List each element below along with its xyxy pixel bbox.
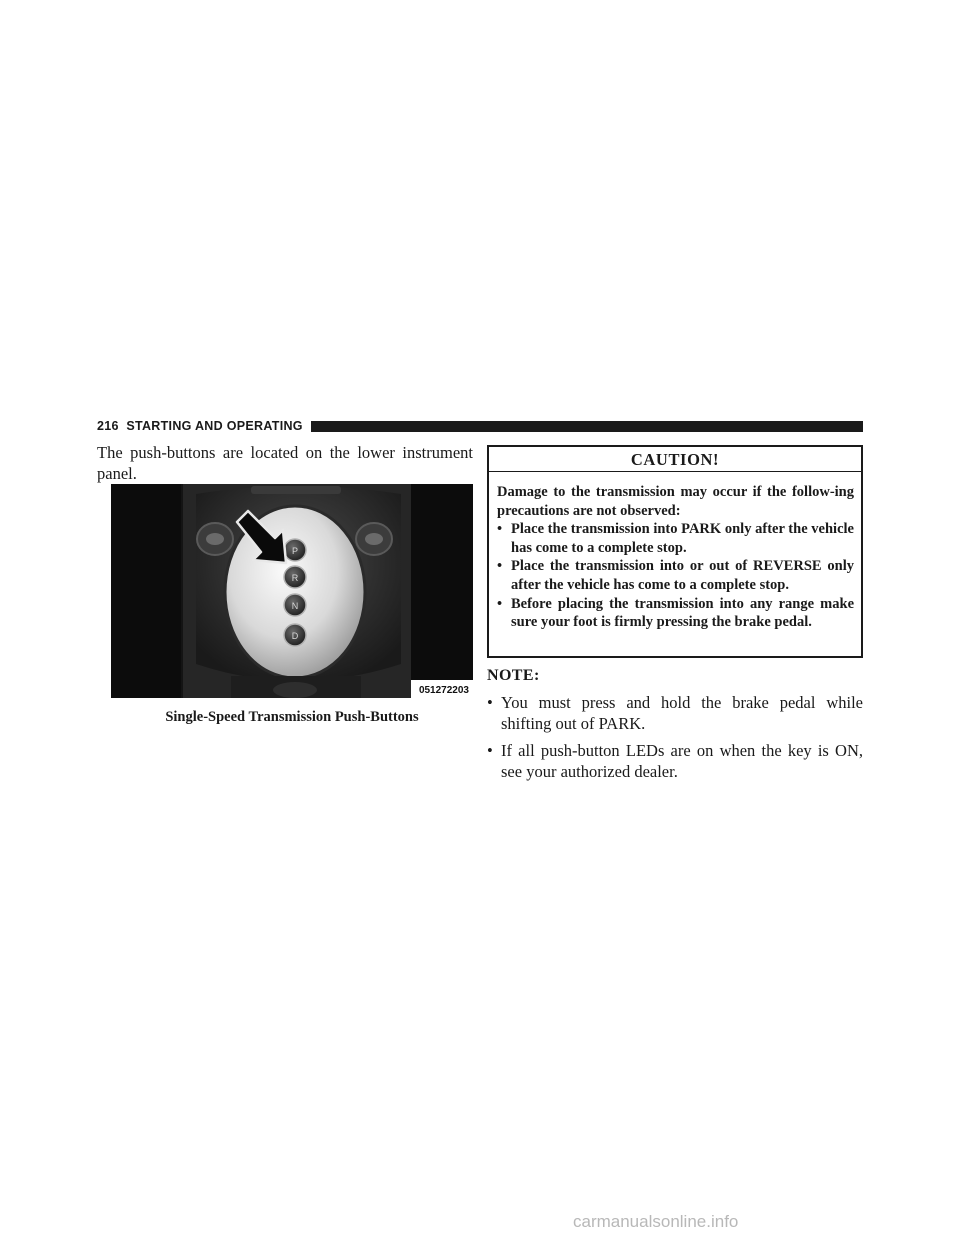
bullet-icon: • xyxy=(487,693,493,712)
note-heading: NOTE: xyxy=(487,667,540,684)
caution-lead: Damage to the transmission may occur if the follow-ing precautions are not observed: xyxy=(497,484,854,519)
section-title: STARTING AND OPERATING xyxy=(126,419,303,433)
caution-list xyxy=(497,520,854,632)
page-header-text xyxy=(97,419,311,433)
caution-item xyxy=(497,557,854,594)
image-code: 051272203 xyxy=(418,685,469,696)
footer-watermark: carmanualsonline.info xyxy=(573,1212,739,1231)
note-list xyxy=(487,692,863,788)
page-number: 216 xyxy=(97,419,119,433)
caution-title: CAUTION! xyxy=(489,447,861,472)
transmission-photo xyxy=(111,484,473,698)
header-rule xyxy=(311,421,863,432)
caution-item-text: Before placing the transmission into any range make sure your foot is firmly pressing the brake pedal. xyxy=(511,595,854,631)
note-item-text: You must press and hold the brake pedal while shifting out of PARK. xyxy=(501,693,863,733)
caution-item-text: Place the transmission into PARK only after the vehicle has come to a complete stop. xyxy=(511,521,854,556)
figure-caption: Single-Speed Transmission Push-Buttons xyxy=(165,709,419,725)
note-item xyxy=(487,692,863,734)
caution-item xyxy=(497,520,854,557)
page-header xyxy=(97,418,863,434)
caution-item xyxy=(497,595,854,632)
button-p-label: P xyxy=(291,546,299,556)
bullet-icon: • xyxy=(497,521,503,538)
button-r-label: R xyxy=(291,573,299,583)
bullet-icon: • xyxy=(497,595,503,612)
note-item-text: If all push-button LEDs are on when the key is ON, see your authorized dealer. xyxy=(501,741,863,781)
intro-paragraph: The push-buttons are located on the lower instrument panel. xyxy=(97,443,473,483)
caution-box xyxy=(487,445,863,658)
bullet-icon: • xyxy=(497,558,503,575)
caution-body xyxy=(489,472,861,632)
caution-item-text: Place the transmission into or out of REVERSE only after the vehicle has come to a complete stop. xyxy=(511,558,854,593)
button-n-label: N xyxy=(291,601,299,611)
note-item xyxy=(487,740,863,782)
button-d-label: D xyxy=(291,631,299,641)
bullet-icon: • xyxy=(487,741,493,760)
